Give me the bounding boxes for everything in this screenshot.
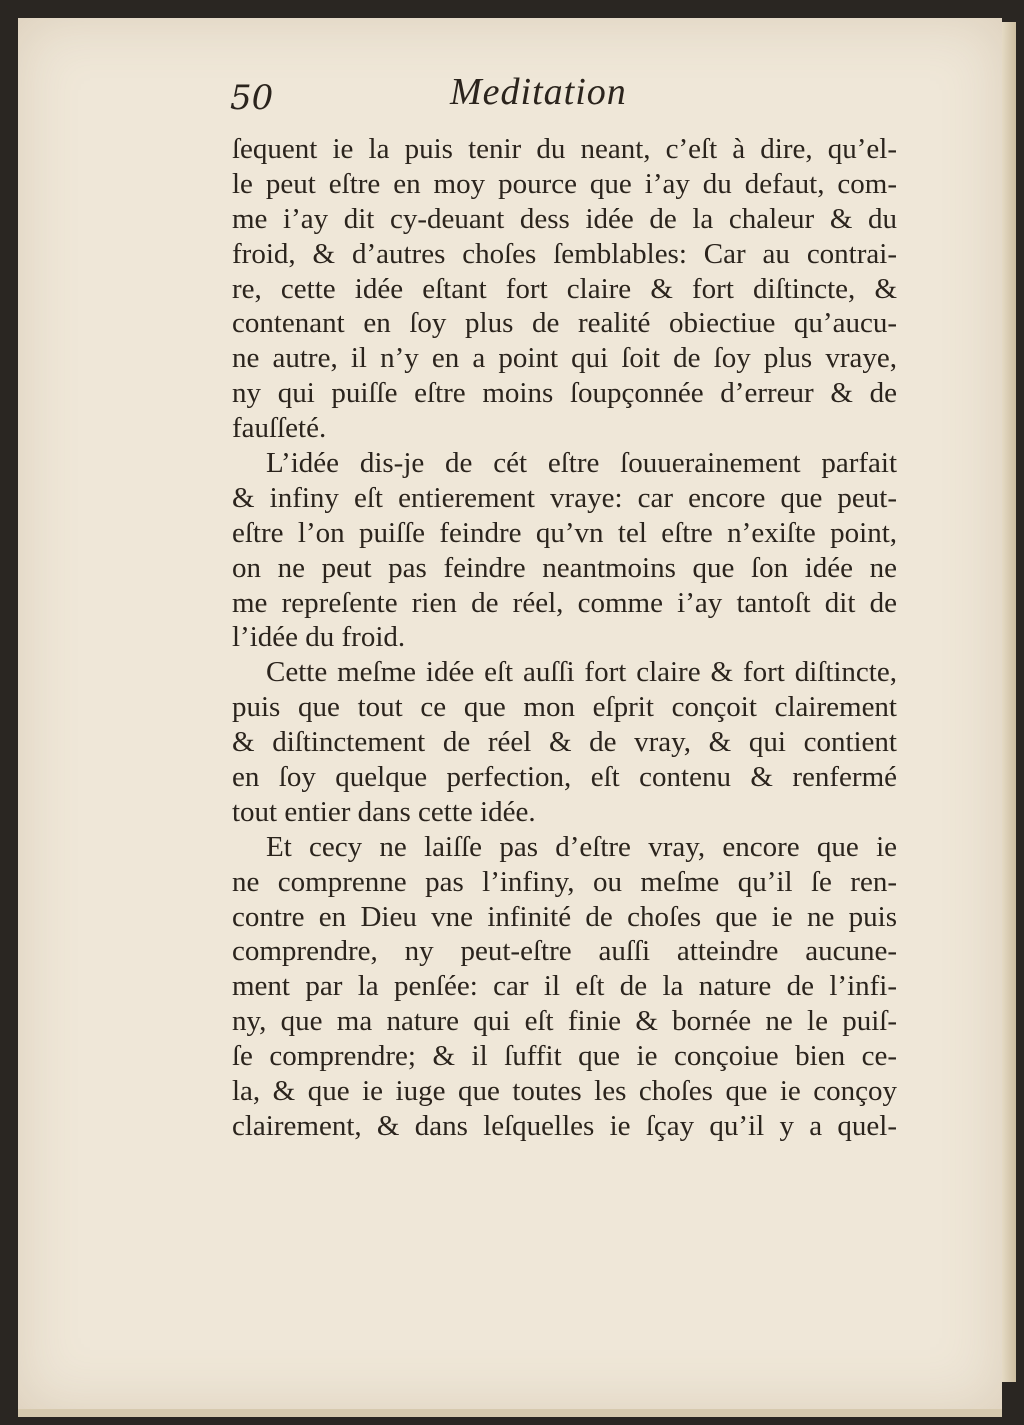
text-line: me repreſente rien de réel, comme i’ay tantoſt dit de	[232, 586, 897, 619]
paragraph-first-line: Et cecy ne laiſſe pas d’eſtre vray, encore que ie	[266, 830, 897, 863]
text-line: en ſoy quelque perfection, eſt contenu & renfermé	[232, 761, 897, 794]
text-line: contre en Dieu vne infinité de choſes que ie ne puis	[232, 900, 897, 933]
text-line: ny qui puiſſe eſtre moins ſoupçonnée d’erreur & de	[232, 377, 897, 410]
text-line: fauſſeté.	[232, 412, 327, 445]
running-head	[230, 70, 900, 120]
body-text	[232, 132, 897, 1144]
text-line: le peut eſtre en moy pource que i’ay du defaut, com-	[232, 167, 897, 200]
text-line: eſtre l’on puiſſe feindre qu’vn tel eſtre n’exiſte point,	[232, 516, 897, 549]
text-line: comprendre, ny peut-eſtre auſſi atteindre aucune-	[232, 935, 897, 968]
text-line: ny, que ma nature qui eſt finie & bornée ne le puiſ-	[232, 1005, 897, 1038]
text-line: & diſtinctement de réel & de vray, & qui contient	[232, 726, 897, 759]
page-number: 50	[230, 78, 274, 118]
text-line: me i’ay dit cy-deuant dess idée de la chaleur & du	[232, 202, 897, 235]
text-line: ne comprenne pas l’infiny, ou meſme qu’il ſe ren-	[232, 865, 897, 898]
text-line: l’idée du froid.	[232, 621, 406, 654]
page-edge	[1002, 22, 1016, 1382]
text-line: puis que tout ce que mon eſprit conçoit clairement	[232, 691, 897, 724]
page-bottom-edge	[18, 1409, 1002, 1417]
text-line: la, & que ie iuge que toutes les choſes que ie conçoy	[232, 1075, 897, 1108]
text-line: contenant en ſoy plus de realité obiectiue qu’aucu-	[232, 307, 897, 340]
running-title: Meditation	[450, 71, 627, 113]
text-line: clairement, & dans leſquelles ie ſçay qu’il y a quel-	[232, 1109, 897, 1142]
text-line: tout entier dans cette idée.	[232, 795, 536, 828]
paragraph-first-line: L’idée dis-je de cét eſtre ſouuerainement parfait	[266, 447, 897, 480]
text-line: ne autre, il n’y en a point qui ſoit de ſoy plus vraye,	[232, 342, 897, 375]
paragraph-first-line: Cette meſme idée eſt auſſi fort claire & fort diſtincte,	[266, 656, 897, 689]
text-line: on ne peut pas feindre neantmoins que ſon idée ne	[232, 551, 897, 584]
text-line: re, cette idée eſtant fort claire & fort diſtincte, &	[232, 272, 897, 305]
text-line: froid, & d’autres choſes ſemblables: Car au contrai-	[232, 237, 897, 270]
text-line: ſequent ie la puis tenir du neant, c’eſt à dire, qu’el-	[232, 133, 897, 165]
text-line: ment par la penſée: car il eſt de la nature de l’infi-	[232, 970, 897, 1003]
text-line: & infiny eſt entierement vraye: car encore que peut-	[232, 481, 897, 514]
text-line: ſe comprendre; & il ſuffit que ie conçoiue bien ce-	[232, 1040, 897, 1073]
